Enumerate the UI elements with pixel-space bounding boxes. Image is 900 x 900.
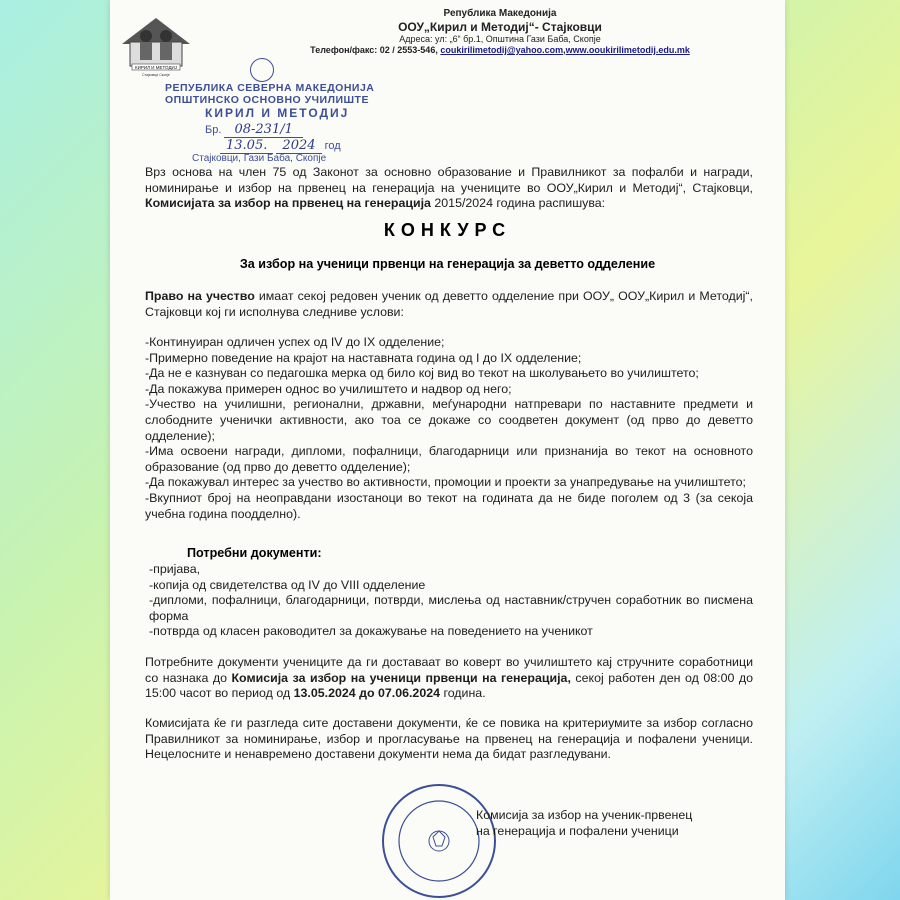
submission-text-3: година. bbox=[440, 686, 486, 701]
submission-dates: 13.05.2024 до 07.06.2024 bbox=[293, 686, 440, 701]
condition-item: -Да покажувал интерес за учество во активности, промоции и проекти за унапредување на училиштето; bbox=[145, 475, 746, 490]
email-link[interactable]: coukirilimetodij@yahoo.com bbox=[440, 45, 564, 55]
condition-item: -Има освоени награди, дипломи, пофалници, благодарници или признанија во текот на основното образование (од прво до деветто одделение); bbox=[145, 444, 753, 474]
intro-text-2: 2015/2024 година распишува: bbox=[430, 196, 606, 211]
intro-text-1: Врз основа на член 75 од Законот за основно образование и Правилникот за пофалби и награди, номинирање и избор на првенец на генерација на учениците во ООУ„Кирил и Методиј“, Стајковци, bbox=[145, 165, 753, 195]
document-item: -дипломи, пофалници, благодарници, потврди, мислења од наставник/стручен соработник во писмена форма bbox=[149, 593, 753, 623]
document-item: -копија од свидетелства од IV до VIII одделение bbox=[149, 577, 426, 592]
condition-item: -Да покажува примерен однос во училиштето и надвор од него; bbox=[145, 381, 512, 396]
coat-of-arms-icon bbox=[250, 58, 274, 82]
eligibility-text: имаат секој редовен ученик од деветто одделение при ООУ„ ООУ„Кирил и Методиј“, Стајковци кој ги исполнува следниве услови: bbox=[145, 289, 753, 319]
signature-line-2: на генерација и пофалени ученици bbox=[476, 824, 679, 838]
intro-bold: Комисијата за избор на првенец на генерација bbox=[145, 196, 431, 211]
submission-text-2: секој работен ден од 08:00 до 15:00 часот во период од bbox=[145, 670, 753, 701]
documents-heading: Потребни документи: bbox=[187, 546, 322, 560]
intro-paragraph bbox=[145, 165, 753, 212]
submission-paragraph bbox=[145, 655, 753, 702]
documents-list bbox=[149, 562, 753, 640]
condition-item: -Вкупниот број на неоправдани изостаноци во текот на годината да не биде поголем од 3 (за секоја учебна година поодделно). bbox=[145, 490, 753, 521]
signature-line-1: Комисија за избор на ученик-првенец bbox=[476, 808, 693, 822]
letterhead-school: ООУ„Кирил и Методиј“- Стајковци bbox=[398, 20, 602, 34]
registry-line-3: КИРИЛ И МЕТОДИЈ bbox=[205, 106, 350, 120]
document-title: КОНКУРС bbox=[383, 220, 512, 240]
eligibility-paragraph bbox=[145, 289, 753, 320]
registry-place: Стајковци, Гази Баба, Скопје bbox=[192, 153, 327, 164]
document-item: -потврда од класен раководител за докажување на поведението на ученикот bbox=[149, 624, 593, 639]
school-logo bbox=[120, 14, 192, 78]
document-subtitle: За избор на ученици првенци на генерација за деветто одделение bbox=[239, 257, 656, 271]
conditions-list bbox=[145, 335, 753, 522]
phone-fax: Телефон/факс: 02 / 2553-546, bbox=[310, 45, 438, 55]
round-stamp bbox=[380, 782, 498, 900]
registry-date bbox=[220, 138, 341, 153]
condition-item: -Примерно поведение на крајот на наставната година од I до IX одделение; bbox=[145, 350, 582, 365]
registry-number-label: Бр. bbox=[205, 124, 222, 136]
submission-bold-1: Комисија за избор на ученици првенци на генерација, bbox=[231, 670, 571, 685]
document-item: -пријава, bbox=[149, 562, 201, 576]
letterhead-address: Адреса: ул: „6“ бр.1, Општина Гази Баба, Скопје bbox=[399, 34, 601, 44]
condition-item: -Континуиран одличен успех од IV до IX одделение; bbox=[145, 335, 445, 349]
registry-year-suffix: год bbox=[324, 140, 341, 152]
registry-date-value: 13.05. bbox=[220, 138, 273, 154]
eligibility-bold: Право на учество bbox=[145, 289, 255, 303]
letterhead-country: Република Македонија bbox=[443, 8, 557, 19]
document-page bbox=[110, 0, 785, 900]
closing-paragraph: Комисијата ќе ги разгледа сите доставени документи, ќе се повика на критериумите за избор согласно Правилникот за номинирање, избор и прогласување на првенец на генерација и пофалени ученици. Нецелосните и ненавремено доставени документи нема да бидат разгледувани. bbox=[145, 716, 753, 762]
submission-text-1: Потребните документи учениците да ги доставаат во коверт во училиштето кај стручните соработници со назнака до bbox=[145, 655, 753, 685]
registry-line-1: РЕПУБЛИКА СЕВЕРНА МАКЕДОНИЈА bbox=[165, 82, 375, 94]
svg-text:КИРИЛ И МЕТОДИЈ: КИРИЛ И МЕТОДИЈ bbox=[134, 65, 178, 70]
website-link[interactable]: www.oоukirilimetodij.edu.mk bbox=[565, 45, 690, 55]
condition-item: -Да не е казнуван со педагошка мерка од било кој вид во текот на школувањето во училиштето; bbox=[145, 366, 699, 381]
letterhead-contact: Телефон/факс: 02 / 2553-546, coukirilimetodij@yahoo.com,www.oоukirilimetodij.edu.mk bbox=[310, 45, 690, 55]
registry-line-2: ОПШТИНСКО ОСНОВНО УЧИЛИШТЕ bbox=[165, 94, 369, 106]
svg-text:Стајковци Скопје: Стајковци Скопје bbox=[142, 73, 170, 77]
registry-number-value: 08-231/1 bbox=[224, 122, 302, 138]
registry-number bbox=[205, 122, 303, 137]
registry-year-value: 2024 bbox=[276, 138, 321, 154]
condition-item: -Учество на училишни, регионални, државни, меѓународни натпревари по наставните предмети и слободните ученички активности, ако тоа се докаже со соодветен документ (од прво до деветто одделение); bbox=[145, 397, 753, 443]
